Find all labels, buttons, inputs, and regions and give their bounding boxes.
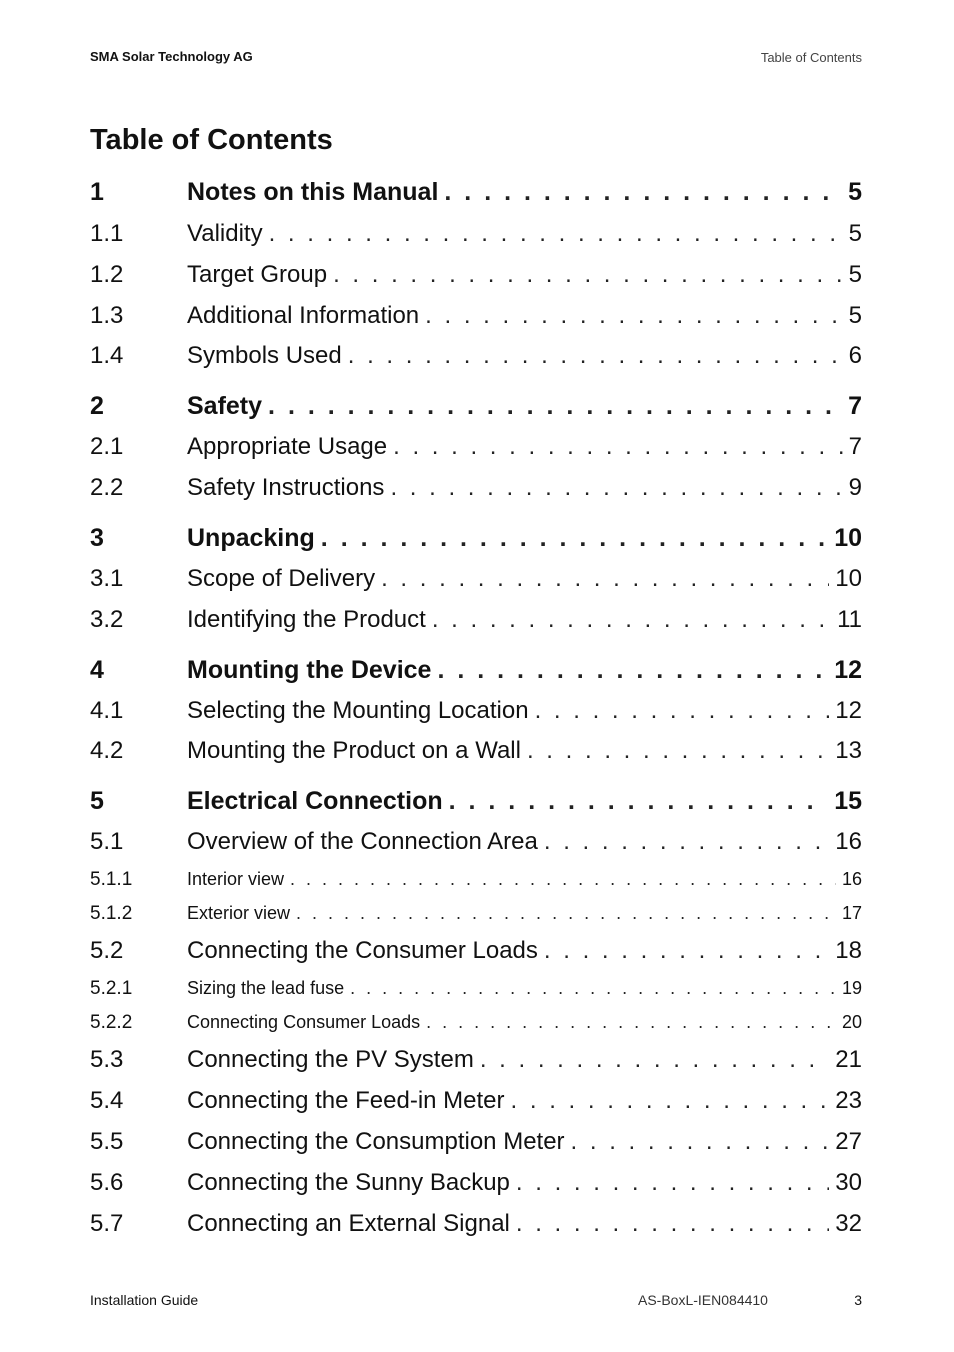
toc-entry[interactable]	[90, 1012, 862, 1034]
toc-leader	[516, 1169, 829, 1197]
toc-page: 5	[848, 302, 862, 329]
toc-number: 1.2	[90, 261, 124, 288]
toc-entry[interactable]	[90, 1210, 862, 1238]
toc-page: 27	[835, 1128, 862, 1155]
toc-page: 17	[841, 903, 862, 923]
toc-label: Appropriate Usage	[187, 433, 388, 460]
toc-entry[interactable]	[90, 178, 862, 207]
toc-entry[interactable]	[90, 220, 862, 248]
toc-label: Overview of the Connection Area	[187, 828, 538, 855]
toc-leader	[348, 342, 843, 370]
toc-leader	[544, 937, 829, 965]
toc-number: 3.1	[90, 565, 124, 592]
toc-leader	[437, 656, 828, 685]
toc-entry[interactable]	[90, 737, 862, 765]
toc-page: 5	[848, 178, 862, 206]
toc-page: 12	[834, 656, 862, 684]
toc-page: 11	[837, 606, 862, 633]
toc-number: 1.4	[90, 342, 124, 369]
toc-label: Safety Instructions	[187, 474, 385, 501]
toc-entry[interactable]	[90, 565, 862, 593]
toc-number: 5.5	[90, 1128, 124, 1155]
toc-leader	[350, 978, 836, 999]
toc-entry[interactable]	[90, 1087, 862, 1115]
toc-leader	[296, 903, 836, 924]
toc-number: 1	[90, 178, 104, 206]
toc-number: 2.1	[90, 433, 124, 460]
toc-number: 5.1.2	[90, 903, 133, 924]
toc-number: 1.1	[90, 220, 124, 247]
toc-label: Mounting the Device	[187, 656, 432, 684]
toc-page: 5	[848, 261, 862, 288]
toc-number: 3	[90, 524, 104, 552]
toc-entry[interactable]	[90, 1046, 862, 1074]
toc-entry[interactable]	[90, 524, 862, 553]
toc-number: 2.2	[90, 474, 124, 501]
toc-leader	[571, 1128, 830, 1156]
toc-leader	[425, 302, 843, 330]
toc-leader	[444, 178, 842, 207]
toc-label: Connecting the PV System	[187, 1046, 474, 1073]
toc-leader	[432, 606, 831, 634]
toc-label: Selecting the Mounting Location	[187, 697, 529, 724]
toc-entry[interactable]	[90, 474, 862, 502]
footer-doc-code: AS-BoxL-IEN084410	[638, 1292, 768, 1308]
toc-page: 18	[835, 937, 862, 964]
toc-label: Electrical Connection	[187, 787, 443, 815]
toc-number: 5.4	[90, 1087, 124, 1114]
toc-label: Connecting the Feed-in Meter	[187, 1087, 505, 1114]
toc-page: 30	[835, 1169, 862, 1196]
toc-label: Target Group	[187, 261, 328, 288]
footer-doc-type: Installation Guide	[90, 1292, 199, 1308]
toc-page: 16	[835, 828, 862, 855]
toc-leader	[535, 697, 830, 725]
toc-page: 32	[835, 1210, 862, 1237]
toc-number: 4.1	[90, 697, 124, 724]
toc-entry[interactable]	[90, 828, 862, 856]
toc-leader	[527, 737, 829, 765]
toc-number: 1.3	[90, 302, 124, 329]
toc-label: Sizing the lead fuse	[187, 978, 345, 998]
toc-page: 23	[835, 1087, 862, 1114]
toc-label: Connecting Consumer Loads	[187, 1012, 421, 1032]
toc-label: Notes on this Manual	[187, 178, 439, 206]
toc-number: 5.2	[90, 937, 124, 964]
toc-page: 10	[835, 565, 862, 592]
toc-page: 9	[848, 474, 862, 501]
toc-label: Interior view	[187, 869, 285, 889]
toc-page: 19	[841, 978, 862, 998]
toc-number: 4.2	[90, 737, 124, 764]
toc-page: 6	[848, 342, 862, 369]
toc-leader	[290, 869, 836, 890]
toc-number: 5.7	[90, 1210, 124, 1237]
toc-entry[interactable]	[90, 869, 862, 891]
toc-label: Connecting an External Signal	[187, 1210, 510, 1237]
toc-page: 7	[848, 433, 862, 460]
toc-label: Unpacking	[187, 524, 315, 552]
header-company: SMA Solar Technology AG	[90, 49, 253, 64]
toc-entry[interactable]	[90, 261, 862, 289]
toc-page: 21	[835, 1046, 862, 1073]
toc-label: Safety	[187, 392, 263, 420]
toc-page: 20	[841, 1012, 862, 1032]
toc-page: 15	[834, 787, 862, 815]
header-section: Table of Contents	[760, 50, 862, 65]
toc-label: Mounting the Product on a Wall	[187, 737, 521, 764]
toc-leader	[390, 474, 842, 502]
toc-number: 2	[90, 392, 104, 420]
toc-label: Connecting the Sunny Backup	[187, 1169, 510, 1196]
toc-leader	[269, 220, 843, 248]
toc-leader	[511, 1087, 830, 1115]
toc-leader	[393, 433, 843, 461]
toc-page: 10	[834, 524, 862, 552]
toc-entry[interactable]	[90, 392, 862, 421]
toc-entry[interactable]	[90, 606, 862, 634]
toc-entry[interactable]	[90, 1128, 862, 1156]
toc-page: 12	[835, 697, 862, 724]
page-title: Table of Contents	[90, 124, 333, 156]
toc-leader	[268, 392, 842, 421]
toc-leader	[321, 524, 828, 553]
toc-number: 4	[90, 656, 104, 684]
toc-entry[interactable]	[90, 697, 862, 725]
toc-entry[interactable]	[90, 937, 862, 965]
toc-number: 5.3	[90, 1046, 124, 1073]
toc-leader	[333, 261, 843, 289]
toc-leader	[381, 565, 829, 593]
toc-label: Connecting the Consumption Meter	[187, 1128, 565, 1155]
toc-label: Additional Information	[187, 302, 420, 329]
toc-number: 5.1.1	[90, 869, 133, 890]
toc-number: 5	[90, 787, 104, 815]
toc-leader	[449, 787, 829, 816]
toc-number: 5.2.2	[90, 1012, 133, 1033]
toc-entry[interactable]	[90, 656, 862, 685]
toc-entry[interactable]	[90, 433, 862, 461]
toc-page: 16	[841, 869, 862, 889]
toc-label: Symbols Used	[187, 342, 342, 369]
toc-label: Exterior view	[187, 903, 291, 923]
toc-leader	[426, 1012, 836, 1033]
toc-label: Identifying the Product	[187, 606, 426, 633]
toc-entry[interactable]	[90, 342, 862, 370]
toc-entry[interactable]	[90, 787, 862, 816]
toc-number: 5.6	[90, 1169, 124, 1196]
footer-page-number: 3	[854, 1292, 862, 1308]
toc-number: 5.1	[90, 828, 124, 855]
toc-label: Scope of Delivery	[187, 565, 376, 592]
toc-page: 13	[835, 737, 862, 764]
toc-leader	[544, 828, 829, 856]
toc-leader	[480, 1046, 829, 1074]
toc-entry[interactable]	[90, 903, 862, 925]
toc-label: Validity	[187, 220, 263, 247]
toc-entry[interactable]	[90, 302, 862, 330]
toc-page: 7	[848, 392, 862, 420]
toc-label: Connecting the Consumer Loads	[187, 937, 538, 964]
toc-entry[interactable]	[90, 978, 862, 1000]
toc-entry[interactable]	[90, 1169, 862, 1197]
toc-leader	[516, 1210, 829, 1238]
toc-number: 3.2	[90, 606, 124, 633]
toc-number: 5.2.1	[90, 978, 133, 999]
toc-page: 5	[848, 220, 862, 247]
